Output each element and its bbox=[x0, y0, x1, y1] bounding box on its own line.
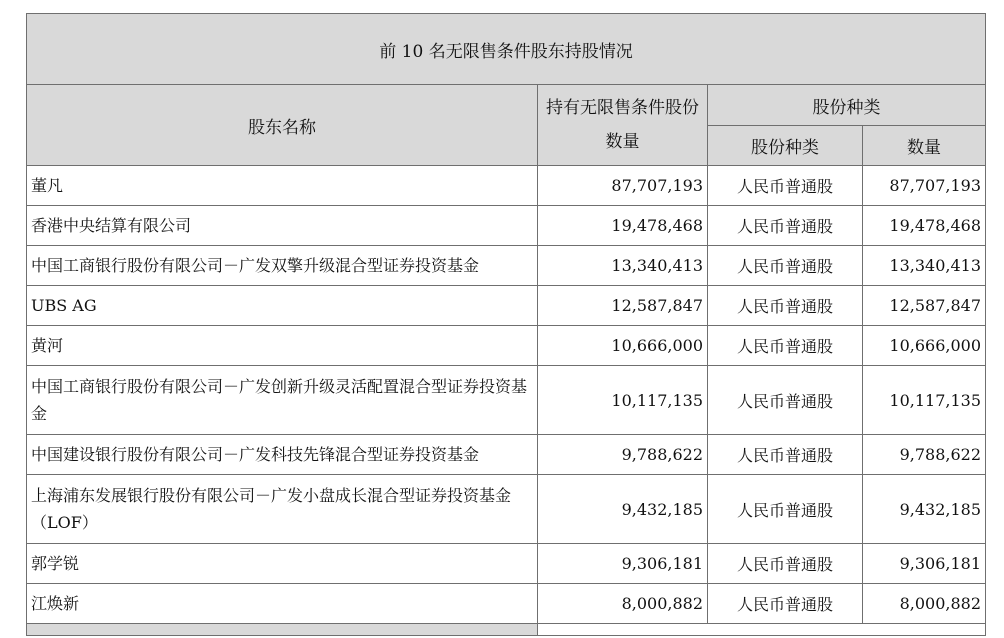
share-quantity: 9,432,185 bbox=[863, 475, 986, 544]
held-shares: 9,432,185 bbox=[538, 475, 708, 544]
holder-name: 中国工商银行股份有限公司－广发创新升级灵活配置混合型证券投资基金 bbox=[27, 366, 538, 435]
table-row bbox=[27, 584, 986, 624]
partial-cell bbox=[27, 624, 538, 636]
held-shares: 10,666,000 bbox=[538, 326, 708, 366]
held-shares: 12,587,847 bbox=[538, 286, 708, 326]
header-holder-name: 股东名称 bbox=[27, 85, 538, 166]
holder-name: 上海浦东发展银行股份有限公司－广发小盘成长混合型证券投资基金（LOF） bbox=[27, 475, 538, 544]
share-quantity: 13,340,413 bbox=[863, 246, 986, 286]
held-shares: 9,788,622 bbox=[538, 435, 708, 475]
table-title: 前 10 名无限售条件股东持股情况 bbox=[27, 14, 986, 85]
table-row bbox=[27, 326, 986, 366]
holder-name: 董凡 bbox=[27, 166, 538, 206]
share-quantity: 87,707,193 bbox=[863, 166, 986, 206]
share-quantity: 10,117,135 bbox=[863, 366, 986, 435]
shareholders-table bbox=[26, 13, 986, 636]
share-quantity: 9,788,622 bbox=[863, 435, 986, 475]
holder-name: 郭学锐 bbox=[27, 544, 538, 584]
held-shares: 10,117,135 bbox=[538, 366, 708, 435]
holder-name: 江焕新 bbox=[27, 584, 538, 624]
share-type: 人民币普通股 bbox=[708, 475, 863, 544]
share-quantity: 19,478,468 bbox=[863, 206, 986, 246]
header-share-type-group: 股份种类 bbox=[708, 85, 986, 126]
holder-name: UBS AG bbox=[27, 286, 538, 326]
header-quantity: 数量 bbox=[863, 126, 986, 166]
table-row bbox=[27, 246, 986, 286]
holder-name: 香港中央结算有限公司 bbox=[27, 206, 538, 246]
header-held-shares bbox=[538, 85, 708, 166]
table-row bbox=[27, 206, 986, 246]
table-row bbox=[27, 435, 986, 475]
table-row bbox=[27, 366, 986, 435]
header-held-shares-line1: 持有无限售条件股份 bbox=[546, 98, 699, 118]
held-shares: 19,478,468 bbox=[538, 206, 708, 246]
table-row bbox=[27, 166, 986, 206]
share-type: 人民币普通股 bbox=[708, 166, 863, 206]
share-type: 人民币普通股 bbox=[708, 286, 863, 326]
share-type: 人民币普通股 bbox=[708, 435, 863, 475]
held-shares: 87,707,193 bbox=[538, 166, 708, 206]
holder-name: 黄河 bbox=[27, 326, 538, 366]
held-shares: 8,000,882 bbox=[538, 584, 708, 624]
held-shares: 13,340,413 bbox=[538, 246, 708, 286]
share-type: 人民币普通股 bbox=[708, 326, 863, 366]
header-share-type: 股份种类 bbox=[708, 126, 863, 166]
share-quantity: 12,587,847 bbox=[863, 286, 986, 326]
share-type: 人民币普通股 bbox=[708, 366, 863, 435]
share-type: 人民币普通股 bbox=[708, 206, 863, 246]
holder-name: 中国建设银行股份有限公司－广发科技先锋混合型证券投资基金 bbox=[27, 435, 538, 475]
table-row bbox=[27, 475, 986, 544]
holder-name: 中国工商银行股份有限公司－广发双擎升级混合型证券投资基金 bbox=[27, 246, 538, 286]
share-type: 人民币普通股 bbox=[708, 544, 863, 584]
header-held-shares-line2: 数量 bbox=[605, 132, 640, 152]
partial-cell bbox=[538, 624, 986, 636]
share-quantity: 10,666,000 bbox=[863, 326, 986, 366]
table-row bbox=[27, 286, 986, 326]
share-type: 人民币普通股 bbox=[708, 584, 863, 624]
table-row-partial bbox=[27, 624, 986, 636]
held-shares: 9,306,181 bbox=[538, 544, 708, 584]
share-quantity: 8,000,882 bbox=[863, 584, 986, 624]
table-row bbox=[27, 544, 986, 584]
share-type: 人民币普通股 bbox=[708, 246, 863, 286]
share-quantity: 9,306,181 bbox=[863, 544, 986, 584]
